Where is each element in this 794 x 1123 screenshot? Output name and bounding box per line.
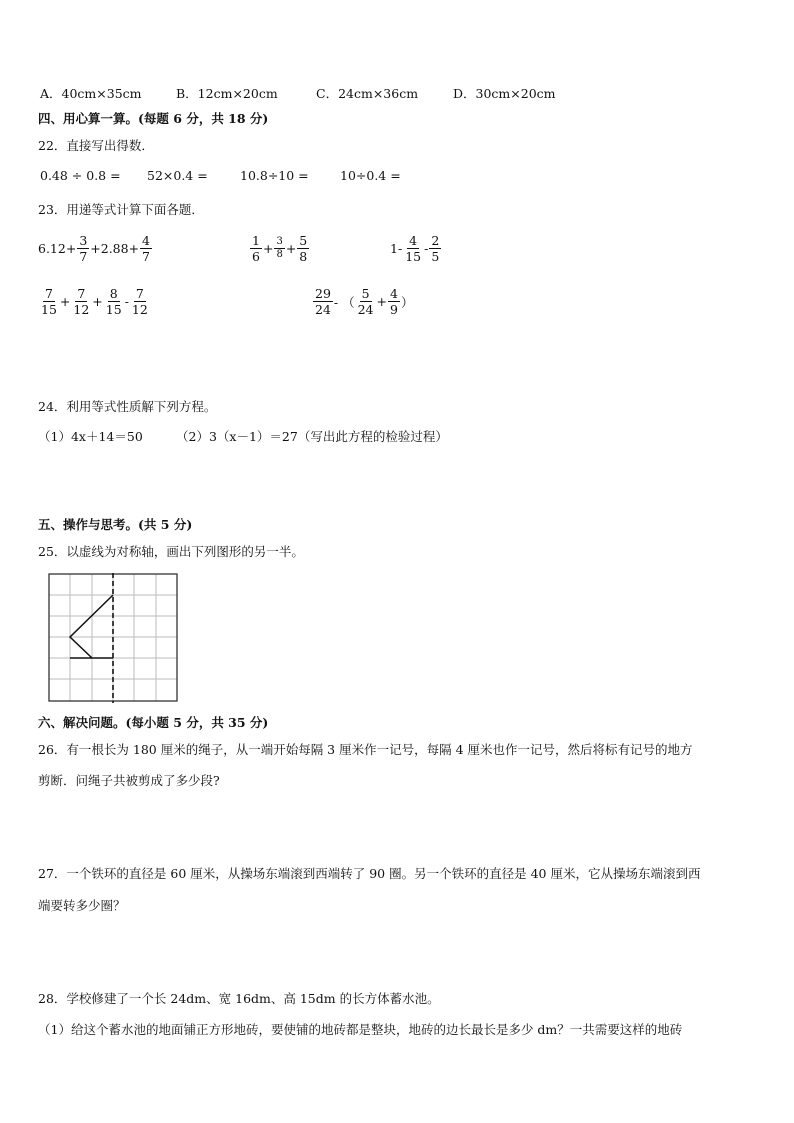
fraction: $\frac{8}{15}$ [105,286,122,318]
q23-expression-5: $\frac{29}{24}$ - （ $\frac{5}{24}$ + $\frac{4}{9}$ ） [315,286,414,318]
fraction: $\frac{7}{12}$ [131,286,148,318]
q23-expression-2: $\frac{1}{6}$ + $\frac{3}{8}$ + $\frac{5}{8}$ [252,233,308,265]
q23-expression-4: $\frac{7}{15}$ + $\frac{7}{12}$ + $\frac{8}{15}$ - $\frac{7}{12}$ [41,286,148,318]
symmetry-grid-figure [46,572,180,704]
fraction: $\frac{3}{7}$ [79,233,88,265]
expr-text: 6.12+ [38,241,77,257]
q23-expression-3: 1- $\frac{4}{15}$ - $\frac{2}{5}$ [390,233,440,265]
q21-option-d: D．30cm×20cm [453,86,556,101]
q24-part-2: （2）3（x－1）＝27（写出此方程的检验过程） [176,429,448,444]
q25-title: 25．以虚线为对称轴，画出下列图形的另一半。 [38,544,304,559]
q21-option-b: B．12cm×20cm [176,86,278,101]
q22-item-2: 52×0.4 = [147,168,208,183]
expr-text: +2.88+ [90,241,140,257]
q21-option-c: C．24cm×36cm [316,86,419,101]
q22-item-3: 10.8÷10 = [240,168,309,183]
fraction: $\frac{7}{12}$ [73,286,90,318]
q28-line-2: （1）给这个蓄水池的地面铺正方形地砖，要使铺的地砖都是整块，地砖的边长最长是多少 dm？一共需要这样的地砖 [38,1022,683,1037]
fraction: $\frac{4}{7}$ [142,233,150,265]
section4-heading: 四、用心算一算。(每题 6 分，共 18 分) [38,111,269,126]
q22-title: 22．直接写出得数． [38,138,154,153]
fraction: $\frac{4}{15}$ [405,233,422,265]
fraction: $\frac{5}{8}$ [299,233,308,265]
q26-line-2: 剪断．问绳子共被剪成了多少段? [38,773,220,788]
fraction: $\frac{1}{6}$ [252,233,260,265]
fraction: $\frac{3}{8}$ [276,235,283,261]
q22-item-1: 0.48 ÷ 0.8 = [40,168,121,183]
q28-line-1: 28．学校修建了一个长 24dm、宽 16dm、高 15dm 的长方体蓄水池。 [38,991,440,1006]
q27-line-2: 端要转多少圈？ [38,898,126,913]
q24-title: 24．利用等式性质解下列方程。 [38,399,217,414]
fraction: $\frac{7}{15}$ [41,286,57,318]
q27-line-1: 27．一个铁环的直径是 60 厘米，从操场东端滚到西端转了 90 圈。另一个铁环的直径是 40 厘米，它从操场东端滚到西 [38,866,701,881]
section5-heading: 五、操作与思考。(共 5 分) [38,517,193,532]
fraction: $\frac{2}{5}$ [431,233,440,265]
q26-line-1: 26．有一根长为 180 厘米的绳子，从一端开始每隔 3 厘米作一记号，每隔 4 厘米也作一记号，然后将标有记号的地方 [38,742,693,757]
section6-heading: 六、解决问题。(每小题 5 分，共 35 分) [38,715,269,730]
q24-part-1: （1）4x＋14＝50 [38,429,143,444]
fraction: $\frac{29}{24}$ [315,286,331,318]
q23-expression-1 [38,234,153,263]
q22-item-4: 10÷0.4 = [340,168,401,183]
q23-title: 23．用递等式计算下面各题． [38,202,204,217]
fraction: $\frac{4}{9}$ [390,286,398,318]
q21-option-a: A．40cm×35cm [40,86,142,101]
fraction: $\frac{5}{24}$ [357,286,374,318]
